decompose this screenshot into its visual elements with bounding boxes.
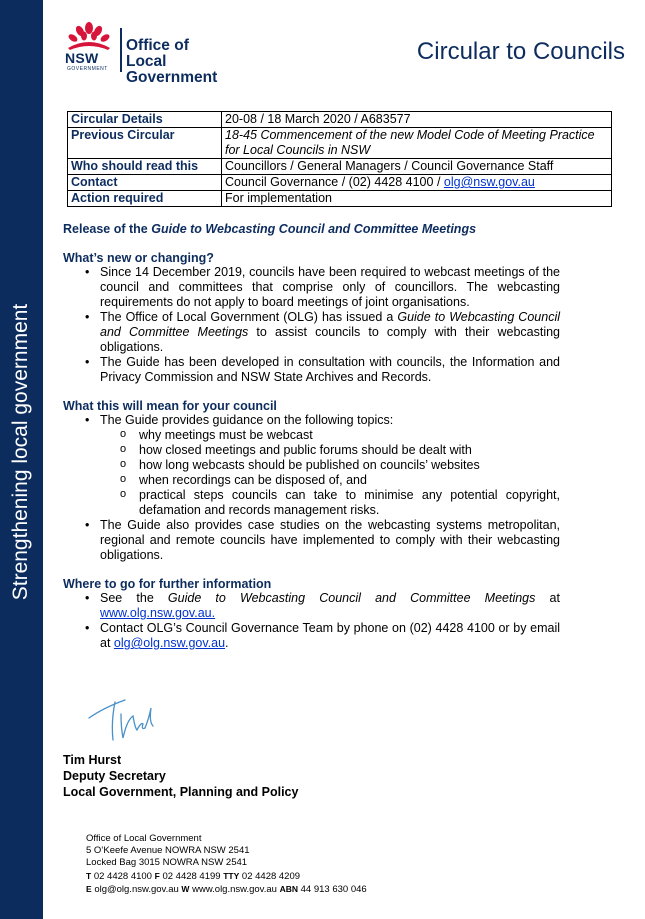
row-value: Council Governance / (02) 4428 4100 / olg@nsw.gov.au [222,175,612,191]
row-value: 20-08 / 18 March 2020 / A683577 [222,112,612,128]
row-label: Circular Details [68,112,222,128]
list-item: • The Guide has been developed in consultation with councils, the Information and Privacy Commission and NSW State Archives and Records. [100,355,560,385]
table-row [68,175,612,191]
bullet-list [63,265,560,385]
logo-divider [120,28,122,72]
olg-name: Office of Local Government [126,37,218,86]
signatory-title: Deputy Secretary [63,769,166,783]
sub-list-item: o why meetings must be webcast [139,428,560,443]
sidebar-tagline: Strengthening local government [9,303,32,601]
row-label: Who should read this [68,159,222,175]
list-item: • The Guide also provides case studies on the webcasting systems metropolitan, regional and remote councils have implemented to comply with their webcasting obligations. [100,518,560,563]
bullet-list [63,591,560,651]
sub-list-item: o when recordings can be disposed of, and [139,473,560,488]
release-heading: Release of the Guide to Webcasting Council and Committee Meetings [63,222,477,236]
list-item: • The Guide provides guidance on the following topics: o why meetings must be webcast o how closed meetings and public forums should be dealt with o how long webcasts should be published on councils’ websites o when recordings can be disposed of, and o practical steps councils can take to minimise any potential copyright, defamation and records management risks. [100,413,560,518]
sidebar [0,0,43,919]
contact-email-link[interactable]: olg@nsw.gov.au [443,175,535,189]
table-row [68,128,612,159]
list-item: • Since 14 December 2019, councils have been required to webcast meetings of the council and committees that comprise only of councillors. The webcasting requirements do not apply to board meetings of joint organisations. [100,265,560,310]
signatory-division: Local Government, Planning and Policy [63,785,299,799]
footer-contact-line: E olg@olg.nsw.gov.au W www.olg.nsw.gov.au ABN 44 913 630 046 [86,883,367,895]
sub-list [100,428,560,518]
sub-list-item: o how long webcasts should be published on councils’ websites [139,458,560,473]
nsw-government-label: GOVERNMENT [67,66,108,72]
row-value: For implementation [222,191,612,207]
circular-body [63,222,560,651]
table-row [68,112,612,128]
olg-website-link[interactable]: www.olg.nsw.gov.au. [100,606,216,620]
section-heading: Where to go for further information [63,577,272,591]
signatory-block [63,752,298,800]
circular-details-table [67,111,612,207]
signatory-name: Tim Hurst [63,753,122,767]
row-value: 18-45 Commencement of the new Model Code of Meeting Practice for Local Councils in NSW [222,128,612,159]
row-value: Councillors / General Managers / Council Governance Staff [222,159,612,175]
footer-phone-line: T 02 4428 4100 F 02 4428 4199 TTY 02 4428 4209 [86,870,301,882]
list-item: • The Office of Local Government (OLG) has issued a Guide to Webcasting Council and Committee Meetings to assist councils to comply with their webcasting obligations. [100,310,560,355]
list-item: • See the Guide to Webcasting Council and Committee Meetings at www.olg.nsw.gov.au. [100,591,560,621]
table-row [68,159,612,175]
row-label: Previous Circular [68,128,222,159]
row-label: Contact [68,175,222,191]
list-item: • Contact OLG’s Council Governance Team by phone on (02) 4428 4100 or by email at olg@olg.nsw.gov.au. [100,621,560,651]
row-label: Action required [68,191,222,207]
sub-list-item: o practical steps councils can take to minimise any potential copyright, defamation and records management risks. [139,488,560,518]
footer-address: Office of Local Government 5 O’Keefe Avenue NOWRA NSW 2541 Locked Bag 3015 NOWRA NSW 2541 T 02 4428 4100 F 02 4428 4199 TTY 02 4428 4209 E olg@olg.nsw.gov.au W www.olg.nsw.gov.au ABN 44 913 630 046 [86,833,367,895]
signature-image [85,688,165,748]
olg-email-link[interactable]: olg@olg.nsw.gov.au [113,636,226,650]
sub-list-item: o how closed meetings and public forums should be dealt with [139,443,560,458]
section-heading: What this will mean for your council [63,399,277,413]
bullet-list [63,413,560,563]
table-row [68,191,612,207]
nsw-wordmark: NSW [65,50,99,66]
section-heading: What’s new or changing? [63,251,214,265]
document-title: Circular to Councils [416,38,625,65]
